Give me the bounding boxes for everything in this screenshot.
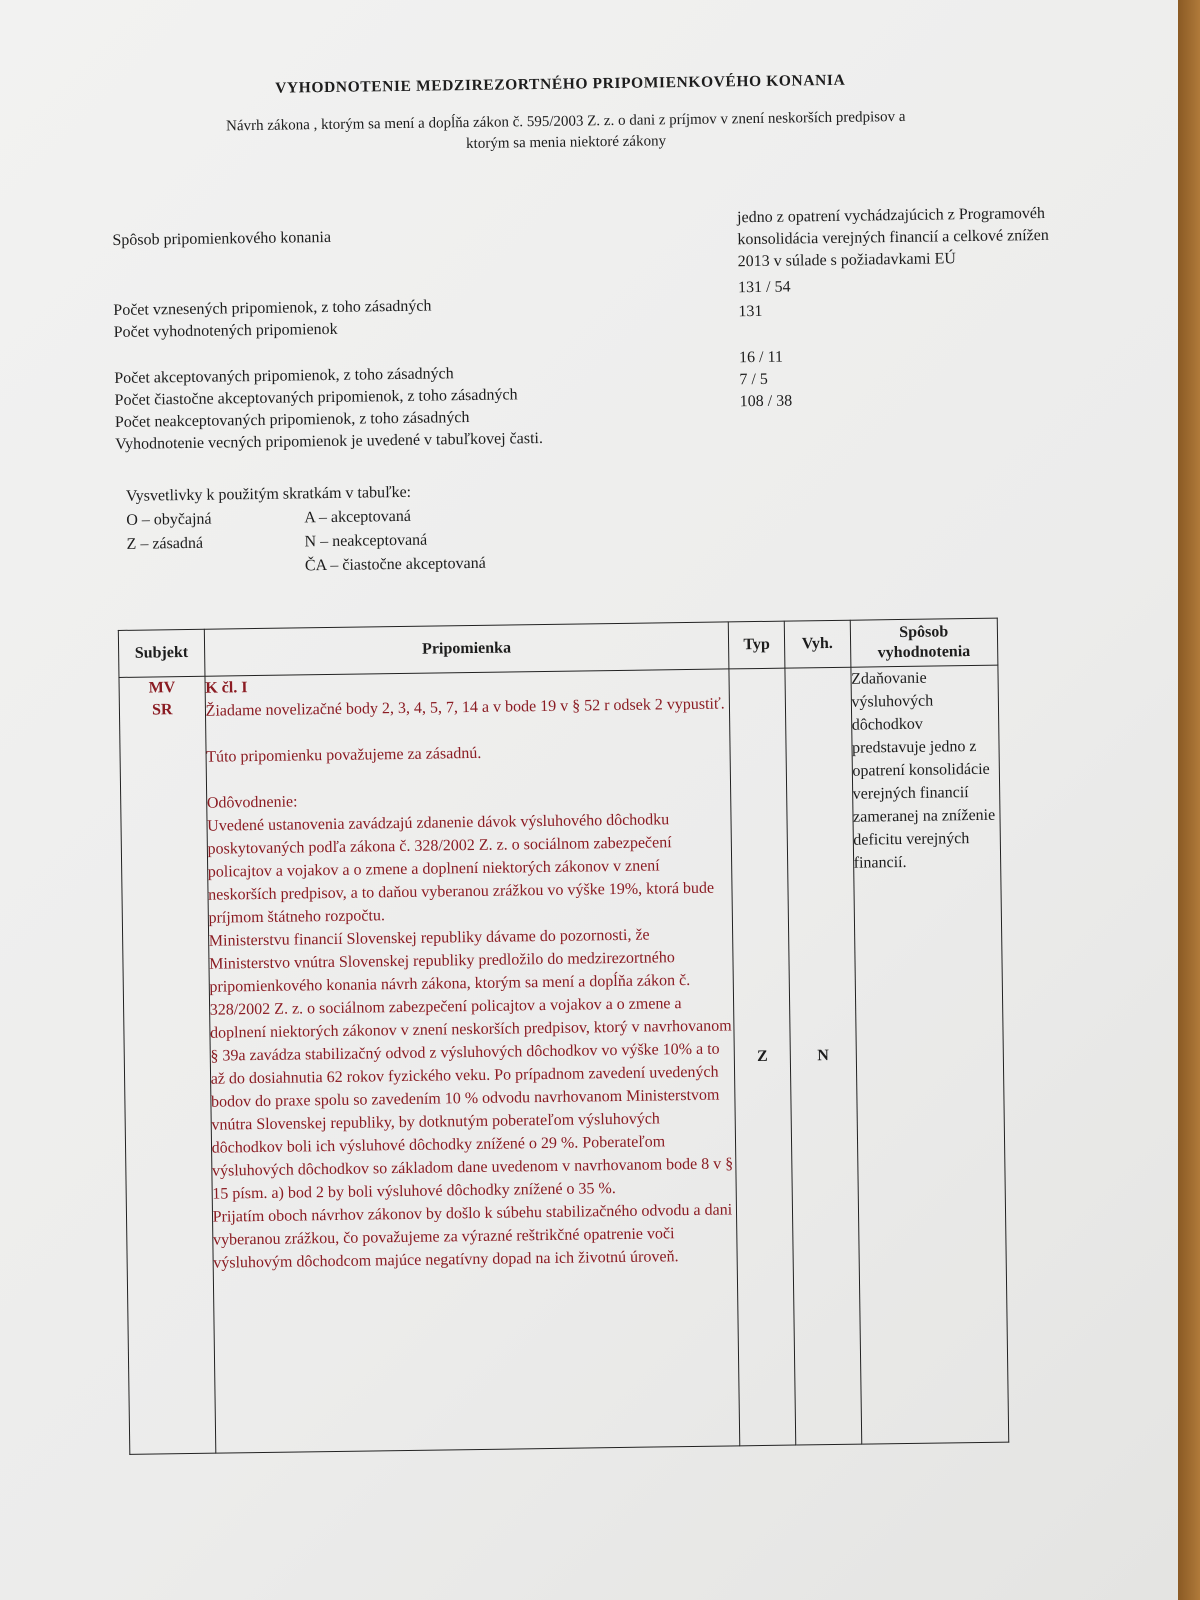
subtitle-line-1: Návrh zákona , ktorým sa mení a dopĺňa zákon č. 595/2003 Z. z. o dani z príjmov v znení neskorších predpisov a — [225, 108, 906, 135]
justification-paragraph-2: Ministerstvu financií Slovenskej republiky dávame do pozornosti, že Ministerstvo vnútra Slovenskej republiky predložilo do medzirezortného pripomienkového konania návrh zákona, ktorým sa mení a dopĺňa zákon č. 328/2002 Z. z. o sociálnom zabezpečení policajtov a vojakov a o zmene a doplnení niektorých zákonov v znení neskorších predpisov, ktorý v navrhovanom § 39a zavádza stabilizačný odvod z výsluhových dôchodkov vo výške 10% a to až do dosiahnutia 62 rokov fyzického veku. Po prípadnom zavedení uvedených bodov do praxe spolu so zavedením 10 % odvodu navrhovanom Ministerstvom vnútra Slovenskej republiky, by dotknutým poberateľom výsluhových dôchodkov boli ich výsluhové dôchodky znížené o 29 %. Poberateľom výsluhových dôchodkov so základom dane uvedenom v navrhovanom bode 8 v § 15 písm. a) bod 2 by boli výsluhové dôchodky znížené o 35 %. — [208, 926, 734, 1203]
legend-n: N – neakceptovaná — [304, 531, 428, 551]
legend-o: O – obyčajná — [126, 510, 212, 529]
header-evaluation-line-1: Spôsob — [899, 623, 949, 642]
document-title: VYHODNOTENIE MEDZIREZORTNÉHO PRIPOMIENKOVÉHO KONANIA — [275, 71, 846, 97]
method-value-line-2: konsolidácia verejných financií a celkové znížen — [737, 226, 1049, 249]
row-subject — [119, 676, 215, 1454]
evaluated-value: 131 — [738, 302, 763, 321]
header-subject: Subjekt — [118, 629, 204, 677]
comments-table — [118, 618, 1009, 1455]
accepted-label: Počet akceptovaných pripomienok, z toho zásadných — [114, 365, 454, 387]
subtitle-line-2: ktorým sa menia niektoré zákony — [465, 133, 667, 153]
method-value-line-3: 2013 v súlade s požiadavkami EÚ — [737, 250, 957, 271]
row-evaluation: Zdaňovanie výsluhových dôchodkov predstavuje jedno z opatrení konsolidácie verejných financií zameranej na zníženie deficitu verejných financií. — [850, 665, 1008, 1444]
comment-fundamental: Túto pripomienku považujeme za zásadnú. — [206, 744, 482, 766]
table-row — [119, 665, 1009, 1454]
row-result: N — [785, 667, 861, 1445]
header-evaluation-line-2: vyhodnotenia — [877, 643, 971, 662]
row-type: Z — [729, 668, 796, 1446]
subject-line-1: MV — [148, 679, 176, 697]
justification-paragraph-3: Prijatím oboch návrhov zákonov by došlo k súbehu stabilizačného odvodu a dani vyberanou zrážkou, čo považujeme za výrazné reštrikčné opatrenie voči výsluhovým dôchodcom majúce negatívny dopad na ich životnú úroveň. — [212, 1201, 733, 1272]
legend-heading: Vysvetlivky k použitým skratkám v tabuľke: — [125, 483, 412, 505]
partial-label: Počet čiastočne akceptovaných pripomienok, z toho zásadných — [114, 386, 518, 409]
desk-edge — [1178, 0, 1200, 1600]
partial-value: 7 / 5 — [739, 370, 768, 389]
note-label: Vyhodnotenie vecných pripomienok je uvedené v tabuľkovej časti. — [115, 429, 544, 453]
legend-ca: ČA – čiastočne akceptovaná — [304, 554, 486, 575]
comment-request: Žiadame novelizačné body 2, 3, 4, 5, 7, 14 a v bode 19 v § 52 r odsek 2 vypustiť. — [205, 695, 725, 720]
legend-a: A – akceptovaná — [304, 507, 412, 527]
subject-line-2: SR — [151, 701, 173, 719]
comment-heading: K čl. I — [205, 679, 248, 697]
method-value — [737, 203, 1049, 273]
header-type: Typ — [729, 621, 785, 669]
justification-paragraph-1: Uvedené ustanovenia zavádzajú zdanenie dávok výsluhového dôchodku poskytovaných podľa zákona č. 328/2002 Z. z. o sociálnom zabezpečení policajtov a vojakov a o zmene a doplnení niektorých zákonov v znení neskorších predpisov, a to daňou vyberanou zrážkou vo výške 19%, ktorá bude príjmom štátneho rozpočtu. — [207, 811, 715, 927]
method-value-line-1: jedno z opatrení vychádzajúcich z Programovéh — [737, 204, 1046, 227]
header-evaluation — [850, 618, 998, 667]
header-result: Vyh. — [784, 620, 850, 668]
method-label: Spôsob pripomienkového konania — [112, 228, 332, 249]
row-comment — [205, 669, 740, 1453]
justification-label: Odôvodnenie: — [206, 793, 298, 812]
rejected-label: Počet neakceptovaných pripomienok, z toho zásadných — [114, 409, 470, 431]
rejected-value: 108 / 38 — [739, 392, 793, 411]
raised-value: 131 / 54 — [737, 278, 791, 297]
accepted-value: 16 / 11 — [738, 348, 784, 367]
legend-z: Z – zásadná — [126, 534, 204, 553]
evaluated-label: Počet vyhodnotených pripomienok — [113, 320, 338, 341]
header-comment: Pripomienka — [204, 622, 729, 676]
document-content — [110, 55, 1170, 1272]
raised-label: Počet vznesených pripomienok, z toho zásadných — [113, 297, 432, 319]
document-subtitle — [111, 105, 1021, 160]
